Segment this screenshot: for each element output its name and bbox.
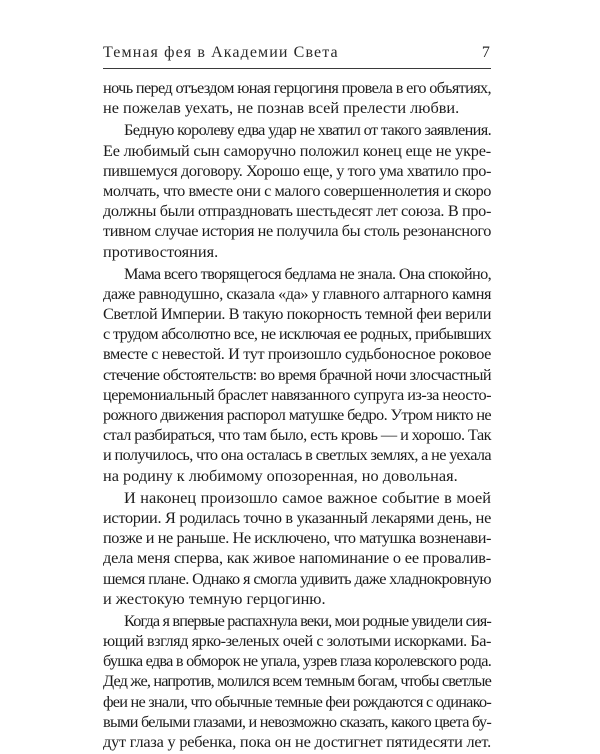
text-line: противостояния. xyxy=(103,241,219,261)
text-line: дела меня сперва, как живое напоминание о ее провалив- xyxy=(103,548,491,568)
text-line: Бедную королеву едва удар не хватил от такого заявления. xyxy=(124,120,491,140)
running-header xyxy=(103,44,491,66)
text-line: не пожелав уехать, не познав всей прелести любви. xyxy=(103,98,460,118)
text-line: стечение обстоятельств: во время брачной ночи злосчастный xyxy=(103,364,491,384)
page-number: 7 xyxy=(481,44,491,61)
paragraph xyxy=(103,488,491,609)
text-line: Дед же, напротив, молился всем темным богам, чтобы светлые xyxy=(103,671,491,691)
text-line: ющий взгляд ярко-зеленых очей с золотыми искорками. Ба- xyxy=(103,631,491,651)
text-line: ночь перед отъездом юная герцогиня провела в его объятиях, xyxy=(103,78,491,97)
paragraph xyxy=(103,78,491,118)
paragraph xyxy=(103,611,491,752)
text-line: церемониальный браслет навязанного супруга из-за неосто- xyxy=(103,384,491,404)
text-line: должны были отпраздновать шестьдесят лет союза. В про- xyxy=(103,201,491,221)
text-line: шемся плане. Однако я смогла удивить даже хладнокровную xyxy=(103,568,491,588)
text-line: и получилось, что она осталась в светлых землях, а не уехала xyxy=(103,445,491,465)
text-line: выми белыми глазами, и невозможно сказать, какого цвета бу- xyxy=(103,711,491,731)
text-line: с трудом абсолютно все, не исключая ее родных, прибывших xyxy=(103,324,491,344)
text-line: вместе с невестой. И тут произошло судьбоносное роковое xyxy=(103,344,491,364)
text-line: даже равнодушно, сказала «да» у главного алтарного камня xyxy=(103,283,491,303)
text-line: истории. Я родилась точно в указанный лекарями день, не xyxy=(103,507,491,527)
text-line: тивном случае история не получила бы столь резонансного xyxy=(103,221,491,241)
text-line: пившемуся договору. Хорошо еще, у того ума хватило про- xyxy=(103,160,491,180)
header-rule xyxy=(103,68,491,69)
text-line: и жестокую темную герцогиню. xyxy=(103,588,326,608)
paragraph xyxy=(103,120,491,261)
text-line: на родину к любимому опозоренная, но довольная. xyxy=(103,465,458,485)
text-line: стал разбираться, что там было, есть кровь — и хорошо. Так xyxy=(103,425,491,445)
text-line: И наконец произошло самое важное событие в моей xyxy=(124,487,491,507)
text-line: бушка едва в обморок не упала, узрев глаза королевского рода. xyxy=(103,651,491,671)
text-line: Когда я впервые распахнула веки, мои родные увидели сия- xyxy=(124,610,492,630)
book-title: Темная фея в Академии Света xyxy=(103,44,339,61)
text-line: феи не знали, что обычные темные феи рождаются с одинако- xyxy=(103,691,491,711)
paragraph xyxy=(103,264,491,486)
text-line: рожного движения распорол матушке бедро. Утром никто не xyxy=(103,405,491,424)
text-line: дут глаза у ребенка, пока он не достигнет пятидесяти лет. xyxy=(103,732,491,751)
body-text xyxy=(103,78,491,754)
text-line: Ее любимый сын саморучно положил конец еще не укре- xyxy=(103,140,491,160)
text-line: Мама всего творящегося бедлама не знала. Она спокойно, xyxy=(124,263,491,283)
text-line: Светлой Империи. В такую покорность темной феи верили xyxy=(103,304,491,324)
text-line: позже и не раньше. Не исключено, что матушка возненави- xyxy=(103,528,491,548)
text-line: молчать, что вместе они с малого совершеннолетия и скоро xyxy=(103,180,491,200)
